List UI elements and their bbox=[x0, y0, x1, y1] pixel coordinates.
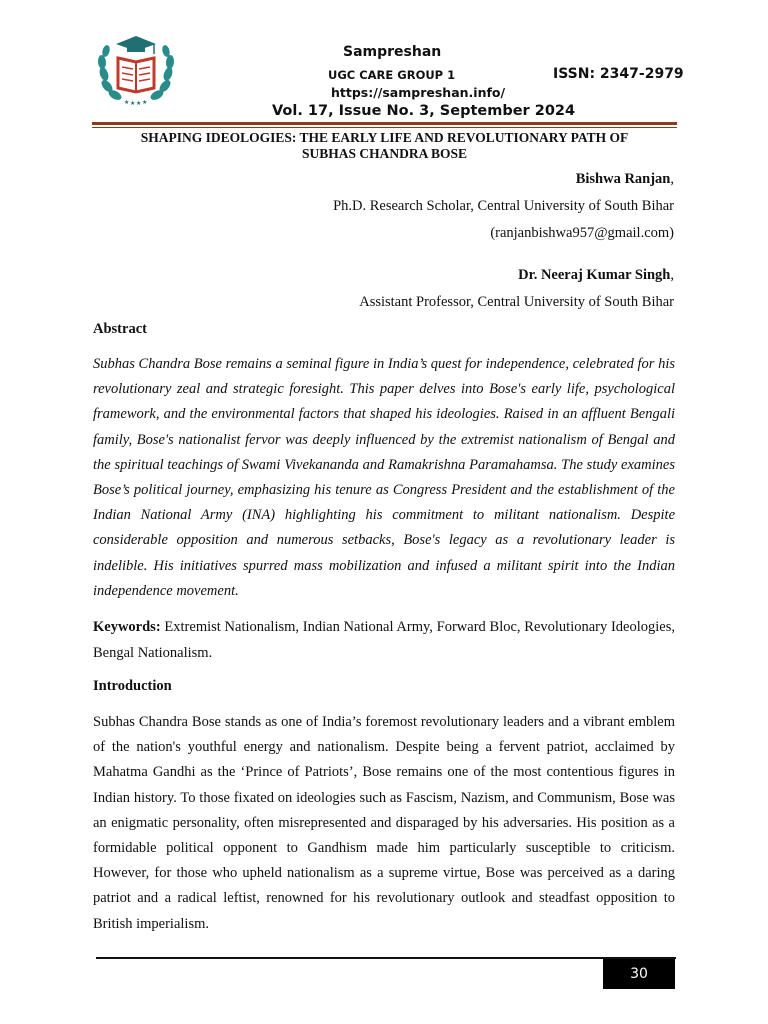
introduction-text: Subhas Chandra Bose stands as one of India’s foremost revolutionary leaders and a vibrant emblem of the nation's youthful energy and nationalism. Despite being a fervent patriot, acclaimed by Mahatma Gandhi as the ‘Prince of Patriots’, Bose remains one of the most contentious figures in Indian history. To those fixated on ideologies such as Fascism, Nazism, and Communism, Bose was an enigmatic personality, often misrepresented and disparaged by his adversaries. His position as a formidable political opponent to Gandhism made him particularly susceptible to criticism. However, for those who upheld nationalism as a supreme virtue, Bose was perceived as a daring patriot and a radical leftist, renowned for his revolutionary outlook and steadfast opposition to British imperialism. bbox=[93, 714, 675, 932]
svg-text:★: ★ bbox=[136, 100, 142, 106]
keywords-paragraph bbox=[93, 615, 675, 666]
introduction-heading: Introduction bbox=[93, 678, 172, 694]
author-1-name: Bishwa Ranjan bbox=[575, 171, 671, 187]
author-1-email[interactable]: (ranjanbishwa957@gmail.com) bbox=[490, 225, 674, 241]
journal-name: Sampreshan bbox=[343, 44, 442, 60]
keywords-text: Extremist Nationalism, Indian National Army, Forward Bloc, Revolutionary Ideologies, Bengal Nationalism. bbox=[93, 619, 675, 661]
paper-title-line-1: SHAPING IDEOLOGIES: THE EARLY LIFE AND REVOLUTIONARY PATH OF bbox=[140, 130, 629, 145]
svg-text:★: ★ bbox=[130, 100, 136, 106]
volume-issue: Vol. 17, Issue No. 3, September 2024 bbox=[272, 103, 576, 119]
journal-header bbox=[0, 0, 768, 130]
author-2-name-line: Dr. Neeraj Kumar Singh, bbox=[518, 267, 674, 283]
header-rule-thick bbox=[92, 122, 677, 125]
paper-title bbox=[92, 130, 677, 162]
author-2-name: Dr. Neeraj Kumar Singh bbox=[518, 267, 671, 283]
issn-label: ISSN: 2347-2979 bbox=[553, 66, 684, 82]
keywords-label: Keywords: bbox=[93, 619, 161, 635]
author-1-affiliation: Ph.D. Research Scholar, Central University of South Bihar bbox=[333, 198, 674, 214]
ugc-care-label: UGC CARE GROUP 1 bbox=[328, 68, 456, 82]
journal-logo-icon bbox=[94, 34, 178, 106]
journal-url[interactable]: https://sampreshan.info/ bbox=[331, 85, 506, 100]
svg-text:★: ★ bbox=[142, 99, 148, 106]
paper-title-line-2: SUBHAS CHANDRA BOSE bbox=[301, 146, 468, 161]
author-2-affiliation: Assistant Professor, Central University of South Bihar bbox=[359, 294, 674, 310]
header-rule-thin bbox=[92, 127, 677, 128]
page-number: 30 bbox=[603, 959, 675, 989]
abstract-text: Subhas Chandra Bose remains a seminal figure in India’s quest for independence, celebrated for his revolutionary zeal and strategic foresight. This paper delves into Bose's early life, psychological framework, and the environmental factors that shaped his ideologies. Raised in an affluent Bengali family, Bose's nationalist fervor was deeply influenced by the extremist nationalism of Bengal and the spiritual teachings of Swami Vivekananda and Ramakrishna Paramahamsa. The study examines Bose’s political journey, emphasizing his tenure as Congress President and the establishment of the Indian National Army (INA) highlighting his commitment to militant nationalism. Despite considerable opposition and numerous setbacks, Bose's legacy as a revolutionary leader is indelible. His initiatives spurred mass mobilization and infused a militant spirit into the Indian independence movement. bbox=[93, 356, 675, 599]
footer-rule bbox=[96, 957, 676, 959]
abstract-heading: Abstract bbox=[93, 321, 147, 337]
svg-text:★: ★ bbox=[124, 99, 130, 106]
author-1-name-line: Bishwa Ranjan, bbox=[575, 171, 674, 187]
